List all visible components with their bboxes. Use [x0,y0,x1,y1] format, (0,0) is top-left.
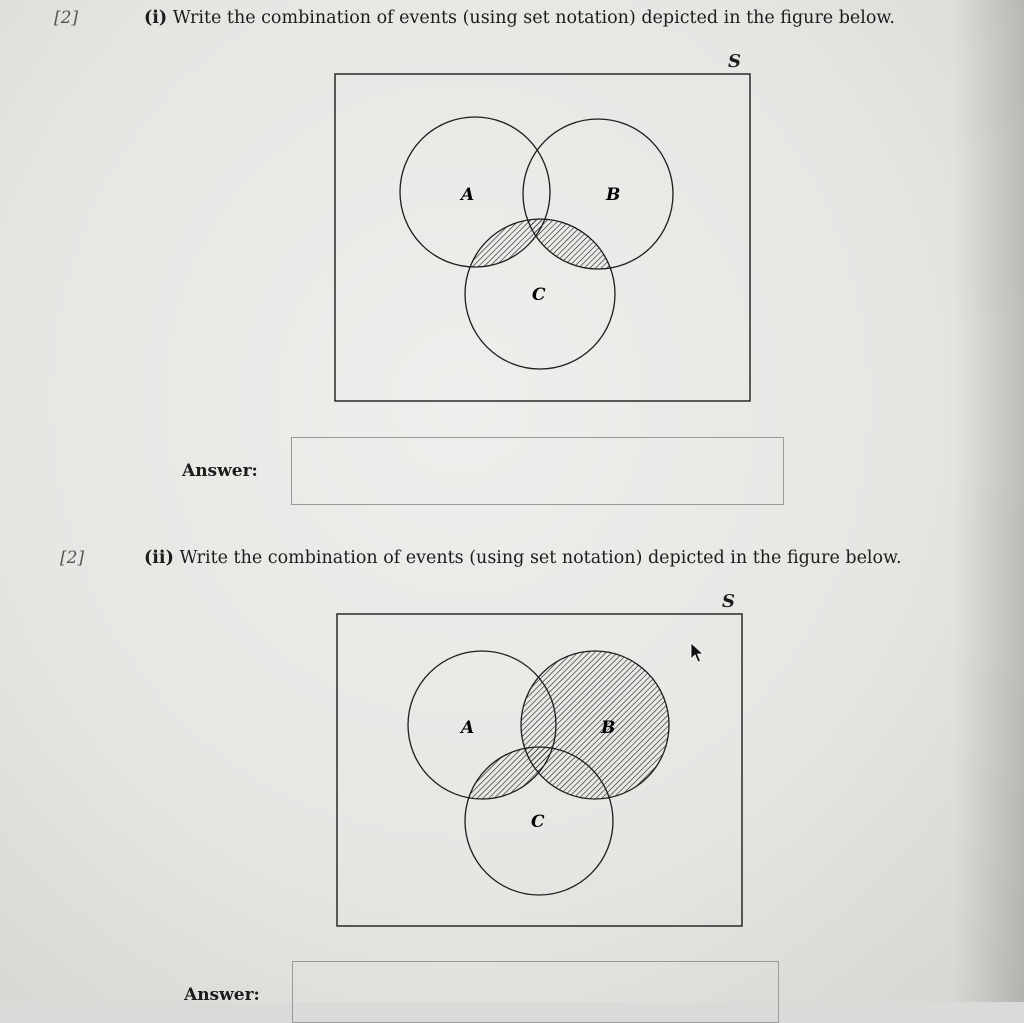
q2-shade-b [521,651,669,799]
q2-text [144,548,902,568]
q1-venn-diagram [333,72,753,404]
q1-answer-label: Answer: [182,461,258,481]
q1-label-a: A [461,185,475,205]
q2-label-b: B [601,718,616,738]
q2-label-c: C [531,812,545,832]
q1-answer-box[interactable] [291,437,784,505]
q2-answer-box[interactable] [292,961,779,1023]
q1-label-b: B [606,185,621,205]
q1-marks: [2] [54,8,79,28]
mouse-cursor-icon [690,642,706,664]
q1-prompt: Write the combination of events (using set notation) depicted in the figure below. [172,8,895,28]
q1-number: (i) [144,8,168,28]
q2-marks: [2] [60,548,85,568]
q2-sample-space-label: S [722,591,735,612]
q2-answer-label: Answer: [184,985,260,1005]
q2-number: (ii) [144,548,174,568]
q1-text [144,8,895,28]
q2-prompt: Write the combination of events (using set notation) depicted in the figure below. [179,548,902,568]
q2-venn-diagram [335,612,747,930]
q2-label-a: A [461,718,475,738]
q1-label-c: C [532,285,546,305]
q1-sample-space-label: S [728,51,741,72]
